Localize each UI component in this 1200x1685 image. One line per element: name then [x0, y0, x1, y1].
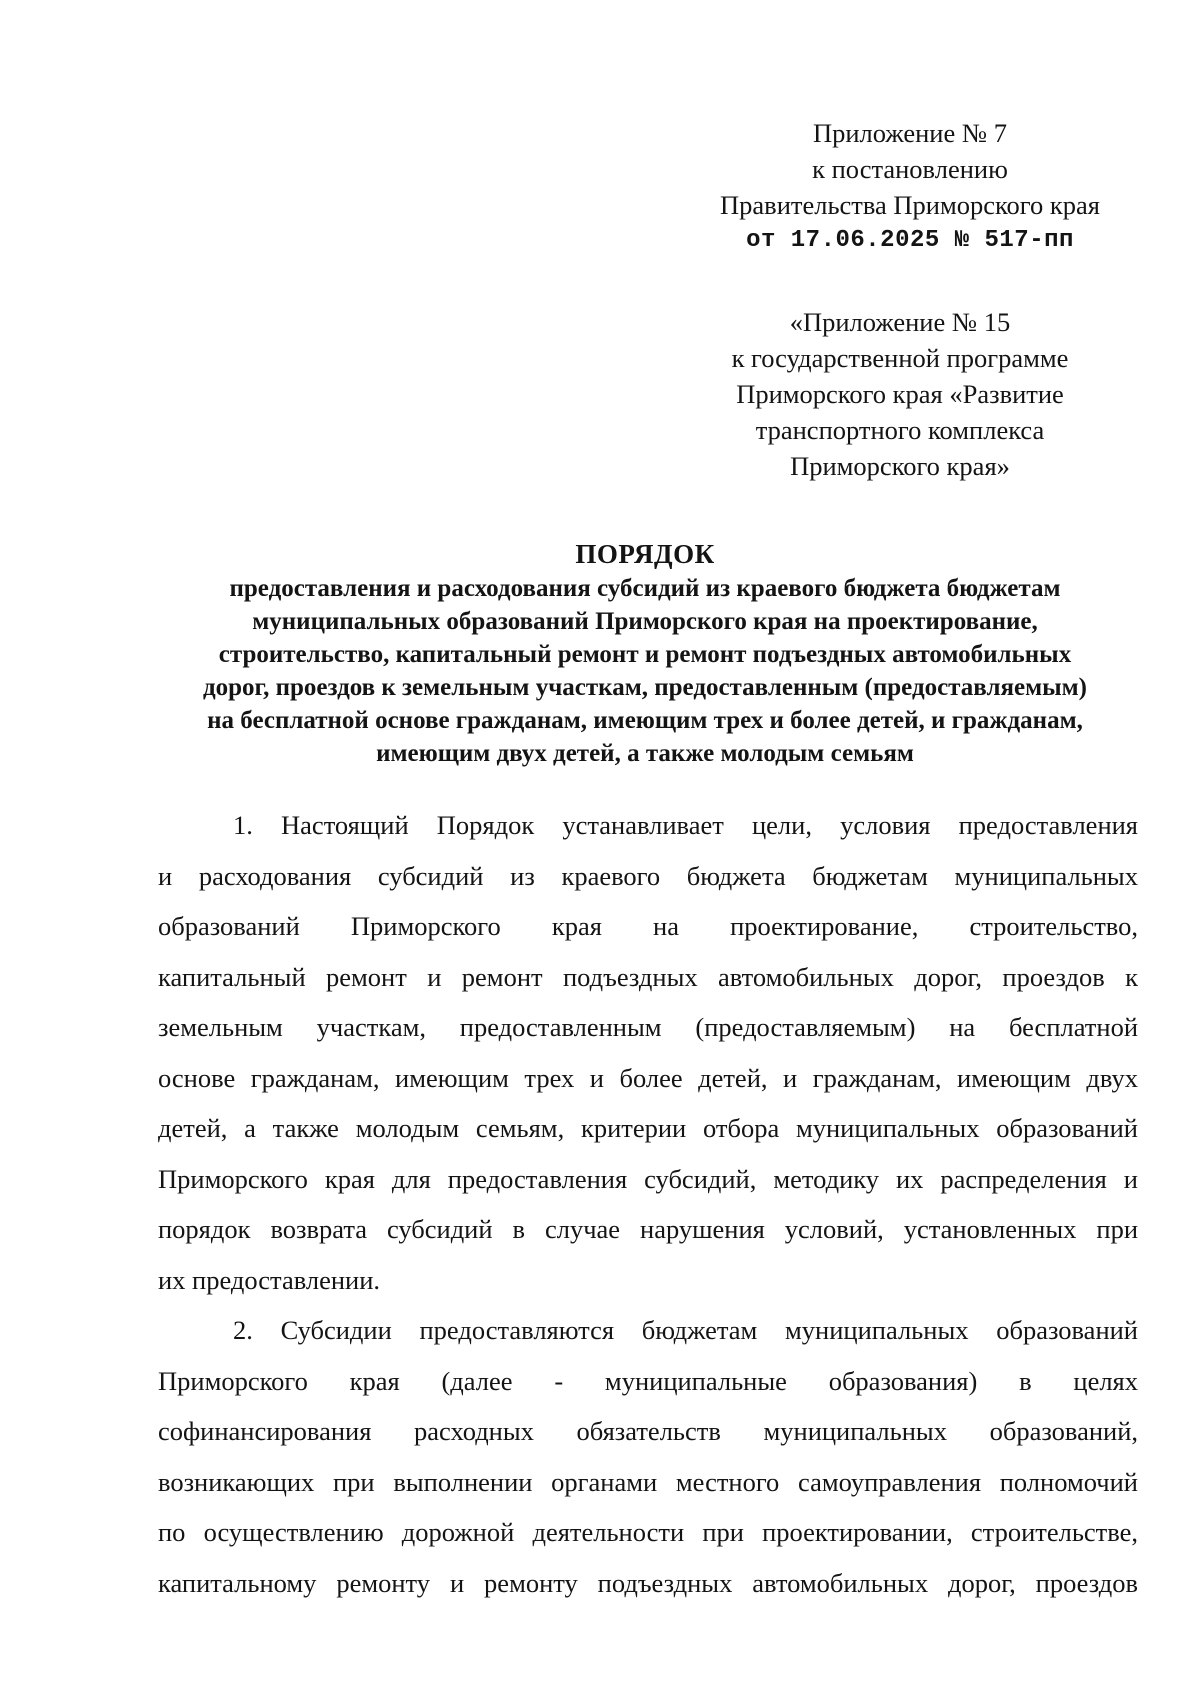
appendix-number: Приложение № 7	[812, 118, 1007, 148]
paragraph-line: капитальному ремонту и ремонту подъездных автомобильных дорог, проездов	[158, 1567, 1138, 1598]
paragraph-line: основе гражданам, имеющим трех и более детей, и гражданам, имеющим двух	[158, 1062, 1138, 1093]
document-body	[158, 800, 1138, 1608]
amended-appendix-program-name-3: Приморского края»	[790, 451, 1010, 481]
paragraph-line: 2. Субсидии предоставляются бюджетам муниципальных образований	[233, 1315, 1138, 1345]
paragraph-line: образований Приморского края на проектирование, строительство,	[158, 911, 1138, 941]
amended-appendix-program-name-1: Приморского края «Развитие	[736, 379, 1064, 409]
subtitle-line: предоставления и расходования субсидий из краевого бюджета бюджетам	[229, 575, 1061, 602]
paragraph-line: детей, а также молодым семьям, критерии отбора муниципальных образований	[158, 1113, 1138, 1143]
document-subtitle	[150, 572, 1140, 770]
paragraph-2	[158, 1305, 1138, 1608]
subtitle-line: на бесплатной основе гражданам, имеющим трех и более детей, и гражданам,	[207, 707, 1083, 734]
document-title: ПОРЯДОК	[575, 539, 715, 569]
subtitle-line: имеющим двух детей, а также молодым семьям	[376, 740, 914, 767]
paragraph-line: возникающих при выполнении органами местного самоуправления полномочий	[158, 1466, 1138, 1497]
subtitle-line: муниципальных образований Приморского края на проектирование,	[252, 608, 1038, 635]
paragraph-line: и расходования субсидий из краевого бюджета бюджетам муниципальных	[158, 860, 1138, 891]
paragraph-line: их предоставлении.	[158, 1264, 381, 1295]
appendix-reference: к постановлению	[812, 154, 1008, 184]
subtitle-line: дорог, проездов к земельным участкам, предоставленным (предоставляемым)	[202, 674, 1087, 701]
document-title-block	[150, 536, 1140, 770]
paragraph-line: Приморского края для предоставления субсидий, методику их распределения и	[158, 1163, 1138, 1194]
paragraph-line: Приморского края (далее - муниципальные образования) в целях	[158, 1365, 1138, 1396]
amended-appendix-program: к государственной программе	[731, 343, 1069, 373]
paragraph-line: по осуществлению дорожной деятельности при проектировании, строительстве,	[158, 1517, 1138, 1547]
appendix-authority: Правительства Приморского края	[720, 190, 1100, 220]
paragraph-line: земельным участкам, предоставленным (предоставляемым) на бесплатной	[158, 1012, 1138, 1042]
decree-number: от 17.06.2025 № 517-пп	[746, 227, 1074, 254]
appendix-header	[690, 115, 1130, 259]
paragraph-line: капитальный ремонт и ремонт подъездных автомобильных дорог, проездов к	[158, 961, 1138, 992]
paragraph-1	[158, 800, 1138, 1305]
paragraph-line: порядок возврата субсидий в случае нарушения условий, установленных при	[158, 1214, 1138, 1244]
amended-appendix-header	[705, 304, 1095, 484]
subtitle-line: строительство, капитальный ремонт и ремонт подъездных автомобильных	[218, 641, 1072, 668]
amended-appendix-number: «Приложение № 15	[789, 307, 1011, 337]
amended-appendix-program-name-2: транспортного комплекса	[755, 415, 1045, 445]
paragraph-line: 1. Настоящий Порядок устанавливает цели, условия предоставления	[233, 810, 1138, 840]
paragraph-line: софинансирования расходных обязательств муниципальных образований,	[158, 1416, 1138, 1446]
